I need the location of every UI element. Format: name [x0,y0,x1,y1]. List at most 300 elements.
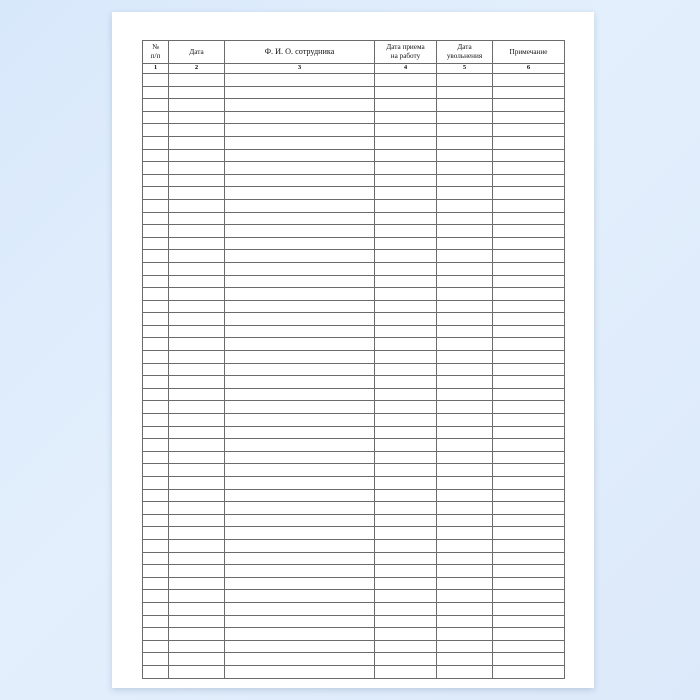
table-row[interactable] [143,313,565,326]
table-row[interactable] [143,577,565,590]
table-cell[interactable] [225,275,375,288]
table-cell[interactable] [169,401,225,414]
table-cell[interactable] [143,653,169,666]
table-cell[interactable] [437,590,493,603]
table-cell[interactable] [493,577,565,590]
table-cell[interactable] [143,187,169,200]
table-cell[interactable] [225,527,375,540]
table-cell[interactable] [437,187,493,200]
table-row[interactable] [143,363,565,376]
table-cell[interactable] [437,602,493,615]
table-cell[interactable] [225,451,375,464]
table-cell[interactable] [169,363,225,376]
table-cell[interactable] [169,300,225,313]
table-row[interactable] [143,187,565,200]
table-cell[interactable] [169,338,225,351]
table-cell[interactable] [225,237,375,250]
table-cell[interactable] [375,288,437,301]
table-cell[interactable] [169,388,225,401]
table-cell[interactable] [169,489,225,502]
table-cell[interactable] [375,136,437,149]
table-cell[interactable] [493,665,565,678]
table-cell[interactable] [143,99,169,112]
table-cell[interactable] [225,414,375,427]
table-row[interactable] [143,212,565,225]
table-cell[interactable] [225,111,375,124]
table-cell[interactable] [437,313,493,326]
table-cell[interactable] [225,615,375,628]
table-cell[interactable] [143,577,169,590]
table-cell[interactable] [493,565,565,578]
table-cell[interactable] [437,363,493,376]
table-cell[interactable] [375,262,437,275]
table-cell[interactable] [437,552,493,565]
table-cell[interactable] [375,212,437,225]
table-cell[interactable] [225,86,375,99]
table-cell[interactable] [437,502,493,515]
table-cell[interactable] [225,577,375,590]
table-row[interactable] [143,74,565,87]
table-cell[interactable] [225,325,375,338]
table-cell[interactable] [437,325,493,338]
table-cell[interactable] [437,174,493,187]
table-cell[interactable] [493,149,565,162]
table-cell[interactable] [493,363,565,376]
table-cell[interactable] [225,225,375,238]
table-cell[interactable] [493,275,565,288]
table-row[interactable] [143,653,565,666]
table-cell[interactable] [169,376,225,389]
table-cell[interactable] [375,628,437,641]
table-cell[interactable] [143,199,169,212]
table-cell[interactable] [437,565,493,578]
table-cell[interactable] [375,502,437,515]
table-row[interactable] [143,124,565,137]
table-cell[interactable] [375,439,437,452]
table-cell[interactable] [375,414,437,427]
table-cell[interactable] [493,199,565,212]
table-cell[interactable] [143,325,169,338]
table-cell[interactable] [225,401,375,414]
table-cell[interactable] [493,99,565,112]
table-cell[interactable] [437,225,493,238]
table-cell[interactable] [143,313,169,326]
table-cell[interactable] [375,539,437,552]
table-cell[interactable] [225,439,375,452]
table-cell[interactable] [225,288,375,301]
table-cell[interactable] [375,665,437,678]
table-cell[interactable] [493,250,565,263]
table-cell[interactable] [437,250,493,263]
table-cell[interactable] [169,162,225,175]
table-cell[interactable] [437,162,493,175]
table-row[interactable] [143,590,565,603]
table-cell[interactable] [169,577,225,590]
table-row[interactable] [143,136,565,149]
table-cell[interactable] [225,590,375,603]
table-cell[interactable] [375,325,437,338]
table-cell[interactable] [375,477,437,490]
table-cell[interactable] [169,602,225,615]
table-cell[interactable] [375,577,437,590]
table-cell[interactable] [437,439,493,452]
table-cell[interactable] [143,388,169,401]
table-cell[interactable] [493,288,565,301]
table-cell[interactable] [375,225,437,238]
table-cell[interactable] [437,489,493,502]
table-cell[interactable] [225,653,375,666]
table-cell[interactable] [375,653,437,666]
table-cell[interactable] [225,514,375,527]
table-cell[interactable] [493,338,565,351]
table-cell[interactable] [437,136,493,149]
table-cell[interactable] [493,615,565,628]
table-cell[interactable] [375,86,437,99]
table-cell[interactable] [493,111,565,124]
table-cell[interactable] [493,212,565,225]
table-cell[interactable] [143,552,169,565]
table-cell[interactable] [143,262,169,275]
table-cell[interactable] [493,653,565,666]
table-cell[interactable] [143,565,169,578]
table-cell[interactable] [143,426,169,439]
table-cell[interactable] [375,426,437,439]
table-cell[interactable] [493,86,565,99]
table-cell[interactable] [437,338,493,351]
table-row[interactable] [143,376,565,389]
table-cell[interactable] [225,464,375,477]
table-cell[interactable] [225,565,375,578]
table-cell[interactable] [169,514,225,527]
table-cell[interactable] [143,590,169,603]
table-cell[interactable] [375,237,437,250]
table-row[interactable] [143,388,565,401]
table-row[interactable] [143,602,565,615]
table-cell[interactable] [169,199,225,212]
table-cell[interactable] [169,237,225,250]
table-row[interactable] [143,565,565,578]
table-cell[interactable] [169,653,225,666]
table-cell[interactable] [437,124,493,137]
table-cell[interactable] [225,149,375,162]
table-cell[interactable] [143,464,169,477]
table-cell[interactable] [143,136,169,149]
table-cell[interactable] [225,628,375,641]
table-cell[interactable] [225,300,375,313]
table-cell[interactable] [169,288,225,301]
table-cell[interactable] [225,136,375,149]
table-cell[interactable] [169,212,225,225]
table-cell[interactable] [225,174,375,187]
table-cell[interactable] [169,149,225,162]
table-cell[interactable] [143,149,169,162]
table-cell[interactable] [169,439,225,452]
table-row[interactable] [143,300,565,313]
table-cell[interactable] [143,439,169,452]
table-cell[interactable] [169,590,225,603]
table-cell[interactable] [375,250,437,263]
table-row[interactable] [143,489,565,502]
table-cell[interactable] [169,477,225,490]
table-cell[interactable] [437,539,493,552]
table-cell[interactable] [437,665,493,678]
table-cell[interactable] [493,514,565,527]
table-cell[interactable] [143,74,169,87]
table-cell[interactable] [143,640,169,653]
table-cell[interactable] [143,363,169,376]
table-cell[interactable] [375,615,437,628]
table-row[interactable] [143,99,565,112]
table-cell[interactable] [169,174,225,187]
table-cell[interactable] [169,99,225,112]
table-cell[interactable] [143,414,169,427]
table-row[interactable] [143,477,565,490]
table-cell[interactable] [225,363,375,376]
table-cell[interactable] [225,162,375,175]
table-cell[interactable] [493,162,565,175]
table-cell[interactable] [225,539,375,552]
table-cell[interactable] [143,351,169,364]
table-cell[interactable] [437,74,493,87]
table-cell[interactable] [437,464,493,477]
table-cell[interactable] [437,426,493,439]
table-cell[interactable] [143,665,169,678]
table-cell[interactable] [493,300,565,313]
table-cell[interactable] [437,577,493,590]
table-cell[interactable] [437,376,493,389]
table-cell[interactable] [375,514,437,527]
table-cell[interactable] [169,665,225,678]
table-cell[interactable] [437,401,493,414]
table-row[interactable] [143,262,565,275]
table-cell[interactable] [143,489,169,502]
table-cell[interactable] [143,162,169,175]
table-row[interactable] [143,502,565,515]
table-cell[interactable] [437,275,493,288]
table-cell[interactable] [169,86,225,99]
table-cell[interactable] [375,640,437,653]
table-cell[interactable] [437,451,493,464]
table-cell[interactable] [375,376,437,389]
table-cell[interactable] [143,376,169,389]
table-cell[interactable] [493,376,565,389]
table-row[interactable] [143,351,565,364]
table-row[interactable] [143,665,565,678]
table-cell[interactable] [437,86,493,99]
table-row[interactable] [143,149,565,162]
table-cell[interactable] [375,565,437,578]
table-cell[interactable] [437,300,493,313]
table-cell[interactable] [143,111,169,124]
table-cell[interactable] [437,288,493,301]
table-cell[interactable] [493,351,565,364]
table-cell[interactable] [169,275,225,288]
table-cell[interactable] [143,502,169,515]
table-cell[interactable] [493,602,565,615]
table-cell[interactable] [437,351,493,364]
table-cell[interactable] [225,338,375,351]
table-cell[interactable] [375,388,437,401]
table-cell[interactable] [493,174,565,187]
table-cell[interactable] [143,250,169,263]
table-cell[interactable] [493,640,565,653]
table-row[interactable] [143,426,565,439]
table-cell[interactable] [437,262,493,275]
table-cell[interactable] [437,615,493,628]
table-cell[interactable] [375,464,437,477]
table-cell[interactable] [493,539,565,552]
table-cell[interactable] [225,665,375,678]
table-cell[interactable] [143,477,169,490]
table-cell[interactable] [493,552,565,565]
table-cell[interactable] [437,527,493,540]
table-cell[interactable] [493,187,565,200]
table-cell[interactable] [225,74,375,87]
table-cell[interactable] [493,464,565,477]
table-row[interactable] [143,111,565,124]
table-cell[interactable] [493,124,565,137]
table-cell[interactable] [225,489,375,502]
table-cell[interactable] [375,313,437,326]
table-cell[interactable] [143,212,169,225]
table-cell[interactable] [143,275,169,288]
table-cell[interactable] [493,426,565,439]
table-row[interactable] [143,86,565,99]
table-cell[interactable] [375,489,437,502]
table-cell[interactable] [375,99,437,112]
table-cell[interactable] [493,527,565,540]
table-cell[interactable] [493,439,565,452]
table-cell[interactable] [143,124,169,137]
table-cell[interactable] [143,86,169,99]
table-cell[interactable] [375,124,437,137]
table-cell[interactable] [375,74,437,87]
table-cell[interactable] [169,426,225,439]
table-cell[interactable] [225,313,375,326]
table-cell[interactable] [493,313,565,326]
table-row[interactable] [143,338,565,351]
table-cell[interactable] [493,388,565,401]
table-cell[interactable] [143,451,169,464]
table-cell[interactable] [375,527,437,540]
table-cell[interactable] [437,640,493,653]
table-cell[interactable] [143,237,169,250]
table-row[interactable] [143,552,565,565]
table-cell[interactable] [143,539,169,552]
table-cell[interactable] [375,552,437,565]
table-cell[interactable] [375,363,437,376]
table-row[interactable] [143,439,565,452]
table-cell[interactable] [225,199,375,212]
table-cell[interactable] [169,74,225,87]
table-cell[interactable] [169,250,225,263]
table-cell[interactable] [375,602,437,615]
table-row[interactable] [143,514,565,527]
table-cell[interactable] [375,451,437,464]
table-cell[interactable] [225,351,375,364]
table-cell[interactable] [225,212,375,225]
table-row[interactable] [143,527,565,540]
table-row[interactable] [143,275,565,288]
table-row[interactable] [143,414,565,427]
table-row[interactable] [143,325,565,338]
table-cell[interactable] [169,414,225,427]
table-cell[interactable] [143,602,169,615]
table-cell[interactable] [169,527,225,540]
table-cell[interactable] [437,653,493,666]
table-row[interactable] [143,628,565,641]
table-row[interactable] [143,250,565,263]
table-cell[interactable] [375,111,437,124]
table-cell[interactable] [375,300,437,313]
table-row[interactable] [143,225,565,238]
table-cell[interactable] [437,212,493,225]
table-cell[interactable] [375,174,437,187]
table-row[interactable] [143,464,565,477]
table-cell[interactable] [225,99,375,112]
table-cell[interactable] [437,149,493,162]
table-cell[interactable] [169,136,225,149]
table-cell[interactable] [169,225,225,238]
table-cell[interactable] [375,149,437,162]
table-cell[interactable] [493,74,565,87]
table-cell[interactable] [143,225,169,238]
table-cell[interactable] [493,414,565,427]
table-cell[interactable] [375,351,437,364]
table-cell[interactable] [493,590,565,603]
table-row[interactable] [143,288,565,301]
table-row[interactable] [143,640,565,653]
table-cell[interactable] [225,640,375,653]
table-cell[interactable] [225,502,375,515]
table-cell[interactable] [493,451,565,464]
table-cell[interactable] [375,338,437,351]
table-cell[interactable] [143,527,169,540]
table-cell[interactable] [437,199,493,212]
table-cell[interactable] [143,288,169,301]
table-cell[interactable] [375,187,437,200]
table-cell[interactable] [493,489,565,502]
table-cell[interactable] [437,477,493,490]
table-cell[interactable] [493,225,565,238]
table-cell[interactable] [493,401,565,414]
table-cell[interactable] [375,590,437,603]
table-row[interactable] [143,199,565,212]
table-cell[interactable] [169,262,225,275]
table-cell[interactable] [375,162,437,175]
table-cell[interactable] [169,124,225,137]
table-cell[interactable] [169,502,225,515]
table-cell[interactable] [169,539,225,552]
table-cell[interactable] [437,514,493,527]
table-cell[interactable] [143,615,169,628]
table-cell[interactable] [437,237,493,250]
table-cell[interactable] [437,628,493,641]
table-cell[interactable] [493,477,565,490]
table-cell[interactable] [169,451,225,464]
table-cell[interactable] [375,275,437,288]
table-cell[interactable] [437,111,493,124]
table-cell[interactable] [225,388,375,401]
table-cell[interactable] [493,502,565,515]
table-row[interactable] [143,237,565,250]
table-cell[interactable] [225,262,375,275]
table-cell[interactable] [169,640,225,653]
table-row[interactable] [143,615,565,628]
table-cell[interactable] [493,237,565,250]
table-cell[interactable] [169,628,225,641]
table-cell[interactable] [493,262,565,275]
